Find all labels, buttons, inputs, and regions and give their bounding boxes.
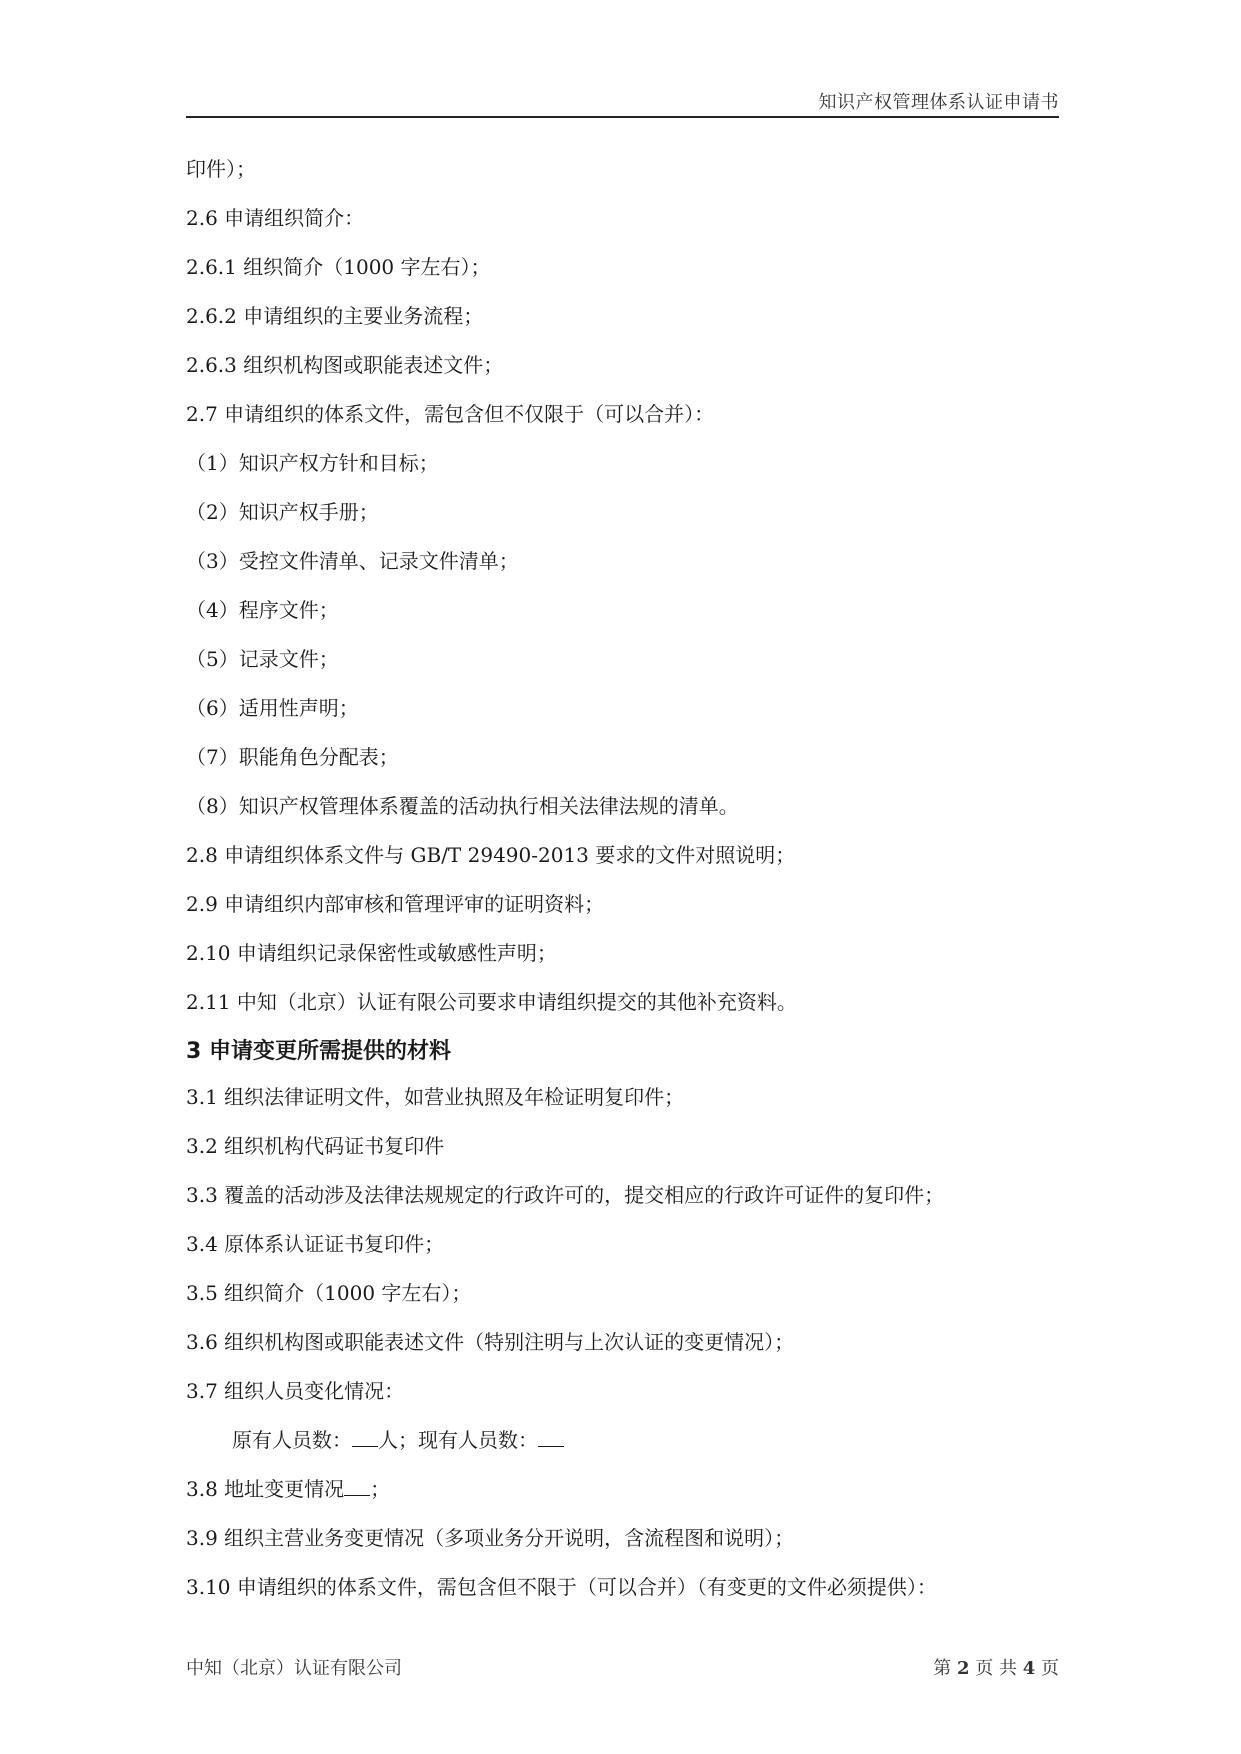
page-middle: 页 共	[975, 1658, 1017, 1679]
address-change-blank	[344, 1473, 370, 1496]
address-change-label: 3.8 地址变更情况	[186, 1477, 345, 1501]
list-item: （8）知识产权管理体系覆盖的活动执行相关法律法规的清单。	[186, 794, 739, 818]
text-line: 2.8 申请组织体系文件与 GB/T 29490-2013 要求的文件对照说明；	[186, 843, 796, 867]
text-line: 3.9 组织主营业务变更情况（多项业务分开说明，含流程图和说明）；	[186, 1526, 795, 1550]
header-title: 知识产权管理体系认证申请书	[818, 92, 1059, 113]
text-line: 3.10 申请组织的体系文件，需包含但不限于（可以合并）（有变更的文件必须提供）：	[186, 1575, 937, 1599]
text-line: 3.6 组织机构图或职能表述文件（特别注明与上次认证的变更情况）；	[186, 1330, 795, 1354]
list-item: （5）记录文件；	[186, 647, 339, 671]
list-item: （2）知识产权手册；	[186, 500, 379, 524]
person-unit: 人；	[378, 1428, 418, 1452]
text-line: 印件）；	[186, 157, 256, 181]
page-total: 4	[1022, 1658, 1036, 1679]
staff-count-line	[186, 1424, 1059, 1473]
text-line: 3.5 组织简介（1000 字左右）；	[186, 1281, 472, 1305]
section-heading: 3 申请变更所需提供的材料	[186, 1039, 451, 1064]
page-footer	[186, 1654, 1059, 1684]
document-body	[186, 153, 1059, 1620]
address-change-line	[186, 1473, 1059, 1522]
page-number	[933, 1654, 1059, 1680]
text-line: 3.7 组织人员变化情况：	[186, 1379, 405, 1403]
list-item: （1）知识产权方针和目标；	[186, 451, 439, 475]
original-staff-label: 原有人员数：	[232, 1428, 352, 1452]
text-line: 3.2 组织机构代码证书复印件	[186, 1134, 445, 1158]
list-item: （3）受控文件清单、记录文件清单；	[186, 549, 519, 573]
text-line: 3.1 组织法律证明文件，如营业执照及年检证明复印件；	[186, 1085, 685, 1109]
address-change-suffix: ；	[370, 1477, 391, 1501]
list-item: （4）程序文件；	[186, 598, 339, 622]
text-line: 3.3 覆盖的活动涉及法律法规规定的行政许可的，提交相应的行政许可证件的复印件；	[186, 1183, 945, 1207]
page-prefix: 第	[933, 1658, 952, 1679]
text-line: 2.6 申请组织简介：	[186, 206, 365, 230]
current-staff-label: 现有人员数：	[418, 1428, 538, 1452]
text-line: 2.10 申请组织记录保密性或敏感性声明；	[186, 941, 557, 965]
text-line: 2.6.1 组织简介（1000 字左右）；	[186, 255, 491, 279]
page-current: 2	[957, 1658, 970, 1679]
text-line: 3.4 原体系认证证书复印件；	[186, 1232, 445, 1256]
text-line: 2.6.3 组织机构图或职能表述文件；	[186, 353, 504, 377]
current-staff-blank	[538, 1424, 564, 1447]
text-line: 2.9 申请组织内部审核和管理评审的证明资料；	[186, 892, 605, 916]
original-staff-blank	[352, 1424, 378, 1447]
list-item: （6）适用性声明；	[186, 696, 359, 720]
list-item: （7）职能角色分配表；	[186, 745, 399, 769]
footer-company: 中知（北京）认证有限公司	[186, 1658, 402, 1679]
page-header	[186, 86, 1059, 118]
text-line: 2.6.2 申请组织的主要业务流程；	[186, 304, 484, 328]
page-suffix: 页	[1041, 1658, 1059, 1679]
text-line: 2.11 中知（北京）认证有限公司要求申请组织提交的其他补充资料。	[186, 990, 797, 1014]
text-line: 2.7 申请组织的体系文件，需包含但不仅限于（可以合并）：	[186, 402, 715, 426]
